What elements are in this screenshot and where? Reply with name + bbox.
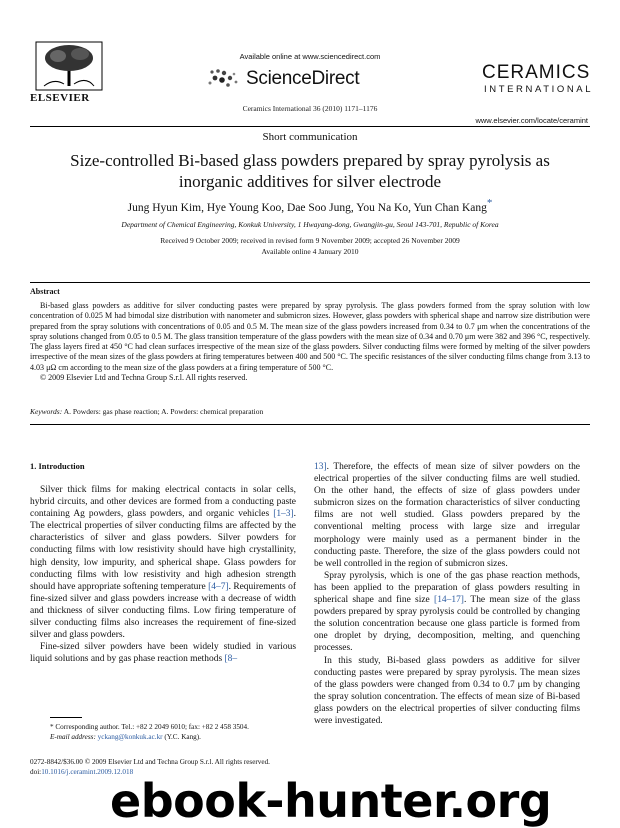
- abstract-body: [30, 301, 590, 383]
- corresponding-author-link[interactable]: *: [486, 197, 493, 209]
- abstract-text: Bi-based glass powders as additive for silver conducting pastes were prepared by spray pyrolysis. The glass powders formed from the spray solution with low concentration of 0.025 M had bimodal size distribution with nanometer and submicron sizes. However, glass powders with spherical shape and narrow size distribution were prepared from the spray solutions with concentrations of 0.05 and 0.5 M. The mean size of the glass powders increased from 0.34 to 0.7 μm when the concentrations of the spray solutions changed from 0.05 to 0.5 M. The glass transition temperature of the glass powders with the mean size of 0.34 and 0.70 μm were 382 and 396 °C, respectively. The glass layers fired at 450 °C had clean surfaces irrespective of the mean size of the glass powders. Silver conducting films were formed by melting of the silver powders irrespective of the mean sizes of the glass powders at firing temperatures between 400 and 500 °C. The specific resistances of the silver conducting films change from 3.13 to 4.03 μΩ cm according to the mean size of the glass powders at a firing temperature of 500 °C.: [30, 301, 590, 372]
- elsevier-tree-logo: [34, 40, 104, 92]
- intro-paragraph: [30, 641, 296, 665]
- keywords-label: Keywords:: [30, 407, 63, 416]
- section-heading-introduction: 1. Introduction: [30, 461, 85, 471]
- journal-reference: Ceramics International 36 (2010) 1171–1176: [242, 104, 378, 113]
- journal-logo-ceramics: CERAMICS: [482, 62, 591, 83]
- author-names: Jung Hyun Kim, Hye Young Koo, Dae Soo Jung, You Na Ko, Yun Chan Kang: [127, 201, 487, 214]
- intro-paragraph: In this study, Bi-based glass powders as additive for silver conducting pastes were prepared by spray pyrolysis. The mean sizes of the glass powders were changed from 0.34 to 0.7 μm by changing the spray solution concentration. The effects of mean size of Bi-based glass powders on the electrical properties of silver conducting films were investigated.: [314, 655, 580, 726]
- citation-link[interactable]: 13]: [314, 462, 327, 472]
- keywords-text: A. Powders: gas phase reaction; A. Powders: chemical preparation: [63, 407, 264, 416]
- abstract-copyright: © 2009 Elsevier Ltd and Techna Group S.r.l. All rights reserved.: [40, 372, 248, 382]
- sciencedirect-dots-icon: [206, 68, 242, 90]
- available-online-header: Available online at www.sciencedirect.com: [239, 52, 381, 61]
- received-dates: Received 9 October 2009; received in revised form 9 November 2009; accepted 26 November 2009: [160, 236, 460, 245]
- citation-link[interactable]: [1–3]: [273, 509, 294, 520]
- abstract-divider: [30, 282, 590, 283]
- paragraph-text: . Therefore, the effects of mean size of silver powders on the electrical properties of the silver conducting films are well studied. On the other hand, the effects of size of glass powders under submicron sizes on the formation characteristics of silver conducting films are not well studied. Glass powders prepared by the conventional melting process with large size and irregular morphology were mainly used as a permanent binder in the conducting paste. Therefore, the size of the glass powders could not be well controlled in the region of submicron sizes.: [314, 462, 580, 569]
- intro-paragraph: [314, 570, 580, 655]
- intro-paragraph: [30, 484, 296, 641]
- paragraph-text: Silver thick films for making electrical contacts in solar cells, hybrid circuits, and other devices are formed from a conducting paste containing Ag powders, glass powders, and organic vehicles: [30, 485, 296, 520]
- left-column: [30, 484, 296, 665]
- journal-logo-international: INTERNATIONAL: [484, 84, 594, 95]
- email-label: E-mail address:: [50, 733, 96, 741]
- header-divider: [30, 126, 590, 127]
- available-online-date: Available online 4 January 2010: [261, 247, 359, 256]
- abstract-heading: Abstract: [30, 287, 60, 296]
- footnote-email-line: [50, 732, 310, 742]
- journal-url-link[interactable]: www.elsevier.com/locate/ceramint: [475, 116, 588, 125]
- keywords: [30, 407, 263, 416]
- sciencedirect-logo: [206, 66, 386, 90]
- doi-label: doi:: [30, 768, 42, 776]
- sciencedirect-wordmark: ScienceDirect: [246, 68, 360, 89]
- article-type: Short communication: [262, 131, 358, 143]
- email-link[interactable]: yckang@konkuk.ac.kr: [97, 733, 163, 741]
- author-affiliation: Department of Chemical Engineering, Konkuk University, 1 Hwayang-dong, Gwangjin-gu, Seoul 143-701, Republic of Korea: [121, 220, 499, 229]
- watermark: ebook-hunter.org: [110, 774, 552, 828]
- intro-paragraph: [314, 461, 580, 570]
- corresponding-author-footnote: [50, 722, 310, 742]
- body-divider: [30, 424, 590, 425]
- right-column: [314, 461, 580, 727]
- footnote-divider: [50, 717, 82, 718]
- footnote-contact: * Corresponding author. Tel.: +82 2 2049 6010; fax: +82 2 458 3504.: [50, 723, 249, 731]
- paragraph-text: Fine-sized silver powders have been widely studied in various liquid solutions and by gas phase reaction methods: [30, 642, 296, 665]
- citation-link[interactable]: [14–17]: [434, 595, 464, 606]
- elsevier-wordmark: ELSEVIER: [30, 92, 90, 104]
- citation-link[interactable]: [8–: [224, 654, 238, 665]
- paragraph-text: . The electrical properties of silver conducting films are affected by the characteristics of silver and glass powders. Silver powders for conducting films with low resistivity should have high crystallinity, high density, low impurity, and spherical shape. Glass powders for conducting films with low resistivity and high adhesion strength should have appropriate softening temperature: [30, 509, 296, 592]
- paragraph-text: Spray pyrolysis, which is one of the gas phase reaction methods, has been applied to the preparation of glass powders resulting in spherical shape and fine size: [314, 570, 580, 606]
- doi-link[interactable]: 10.1016/j.ceramint.2009.12.018: [41, 768, 134, 776]
- paragraph-text: . Requirements of fine-sized silver and glass powders increase with a decrease of width and thickness of silver conducting films. Low firing temperature of silver conducting films also increases the requirement of fine-sized silver and glass powders.: [30, 581, 296, 641]
- issn-line: 0272-8842/$36.00 © 2009 Elsevier Ltd and Techna Group S.r.l. All rights reserved.: [30, 758, 270, 766]
- author-list: [20, 197, 600, 214]
- citation-link[interactable]: [4–7]: [208, 581, 229, 592]
- paragraph-text: . The mean size of the glass powders prepared by spray pyrolysis could be controlled by changing the solution concentration because one glass particle is formed from one droplet by drying, decomposition, melting, and quenching processes.: [314, 595, 580, 654]
- email-suffix: (Y.C. Kang).: [162, 733, 201, 741]
- article-title: Size-controlled Bi-based glass powders prepared by spray pyrolysis as inorganic additives for silver electrode: [70, 151, 550, 191]
